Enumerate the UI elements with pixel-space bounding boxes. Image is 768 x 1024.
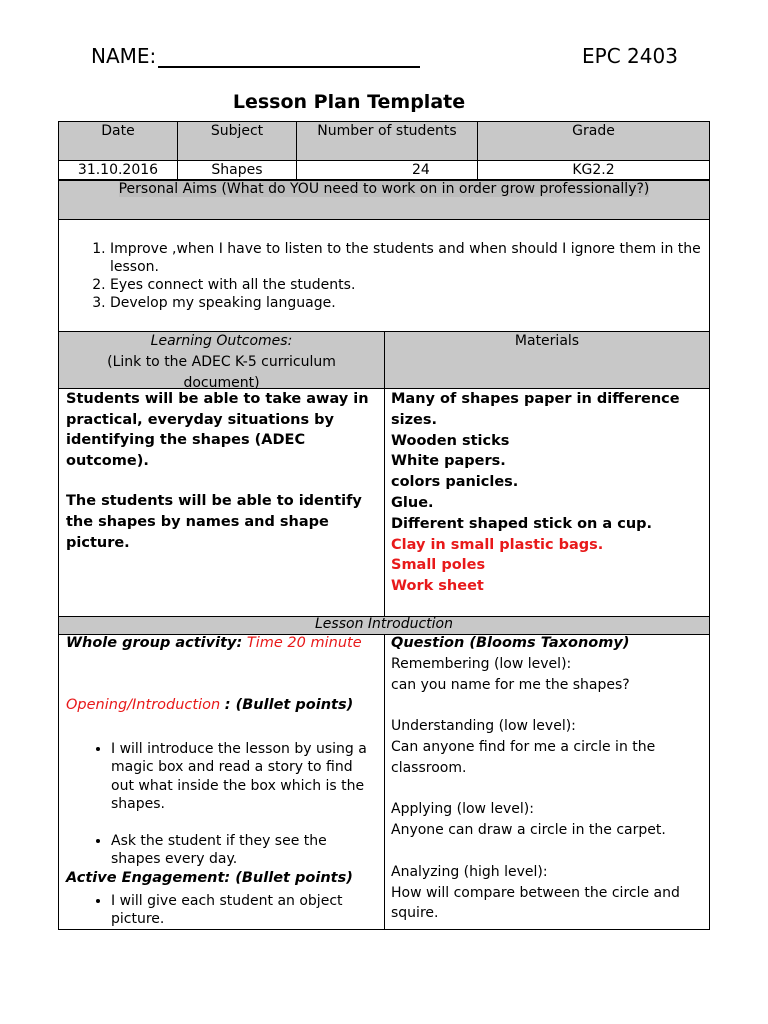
list-item: Glue.: [391, 494, 434, 511]
header-grade: Grade: [572, 123, 615, 139]
list-item: Different shaped stick on a cup.: [391, 515, 653, 532]
value-date: 31.10.2016: [77, 162, 159, 178]
list-item: Small poles: [391, 557, 486, 574]
list-item: Many of shapes paper in difference sizes.: [391, 391, 680, 428]
opening-bullets: [90, 740, 374, 868]
active-engagement-heading: Active Engagement: (Bullet points): [66, 870, 353, 886]
question-level: Applying (low level):: [391, 801, 534, 818]
materials-heading: Materials: [514, 333, 580, 349]
question-text: Can anyone find for me a circle in the classroom.: [391, 738, 656, 776]
list-item: Work sheet: [391, 578, 484, 595]
header-date: Date: [101, 123, 135, 139]
page-title: Lesson Plan Template: [232, 91, 466, 113]
list-item: 2. Eyes connect with all the students.: [110, 276, 704, 294]
list-item: Clay in small plastic bags.: [391, 536, 604, 553]
active-bullets: [90, 892, 374, 929]
value-grade: KG2.2: [572, 162, 615, 178]
question-text: can you name for me the shapes?: [391, 676, 630, 693]
name-field: [91, 44, 420, 68]
personal-aims-heading: Personal Aims (What do YOU need to work on in order grow professionally?): [118, 181, 650, 197]
name-underline: [158, 44, 420, 68]
list-item: Wooden sticks: [391, 432, 510, 449]
list-item: • Ask the student if they see the shapes every day.: [111, 832, 374, 869]
list-item: White papers.: [391, 453, 506, 470]
learning-outcomes-text: Students will be able to take away in practical, everyday situations by identifying the shapes (ADEC outcome). The students will be able to identify the shapes by names and shape picture.: [66, 391, 369, 551]
questions-column: [391, 633, 705, 924]
opening-introduction: Opening/Introduction : (Bullet points): [66, 697, 354, 713]
whole-group-activity: Whole group activity: Time 20 minute: [66, 635, 362, 651]
list-item: colors panicles.: [391, 474, 519, 491]
lesson-intro-heading: Lesson Introduction: [315, 616, 453, 632]
course-code: EPC 2403: [582, 44, 678, 68]
question-level: Remembering (low level):: [391, 655, 572, 672]
list-item: 3. Develop my speaking language.: [110, 294, 704, 312]
question-level: Analyzing (high level):: [391, 863, 548, 880]
list-item: • I will give each student an object picture.: [111, 892, 374, 929]
question-text: How will compare between the circle and squire.: [391, 884, 680, 922]
question-level: Understanding (low level):: [391, 718, 576, 735]
list-item: • I will introduce the lesson by using a magic box and read a story to find out what inside the box which is the shapes.: [111, 740, 374, 814]
value-number-of-students: 24: [412, 162, 430, 178]
header-subject: Subject: [210, 123, 264, 139]
personal-aims-list: [88, 240, 704, 312]
value-subject: Shapes: [211, 162, 263, 178]
list-item: 1. Improve ,when I have to listen to the students and when should I ignore them in the lesson.: [110, 240, 704, 276]
question-text: Anyone can draw a circle in the carpet.: [391, 822, 666, 839]
materials-list: [391, 389, 703, 597]
header-number-of-students: Number of students: [317, 123, 457, 139]
name-label: NAME:: [91, 44, 157, 68]
learning-outcomes-heading: Learning Outcomes: (Link to the ADEC K-5 curriculum document): [107, 333, 336, 391]
questions-heading: Question (Blooms Taxonomy): [391, 635, 630, 651]
